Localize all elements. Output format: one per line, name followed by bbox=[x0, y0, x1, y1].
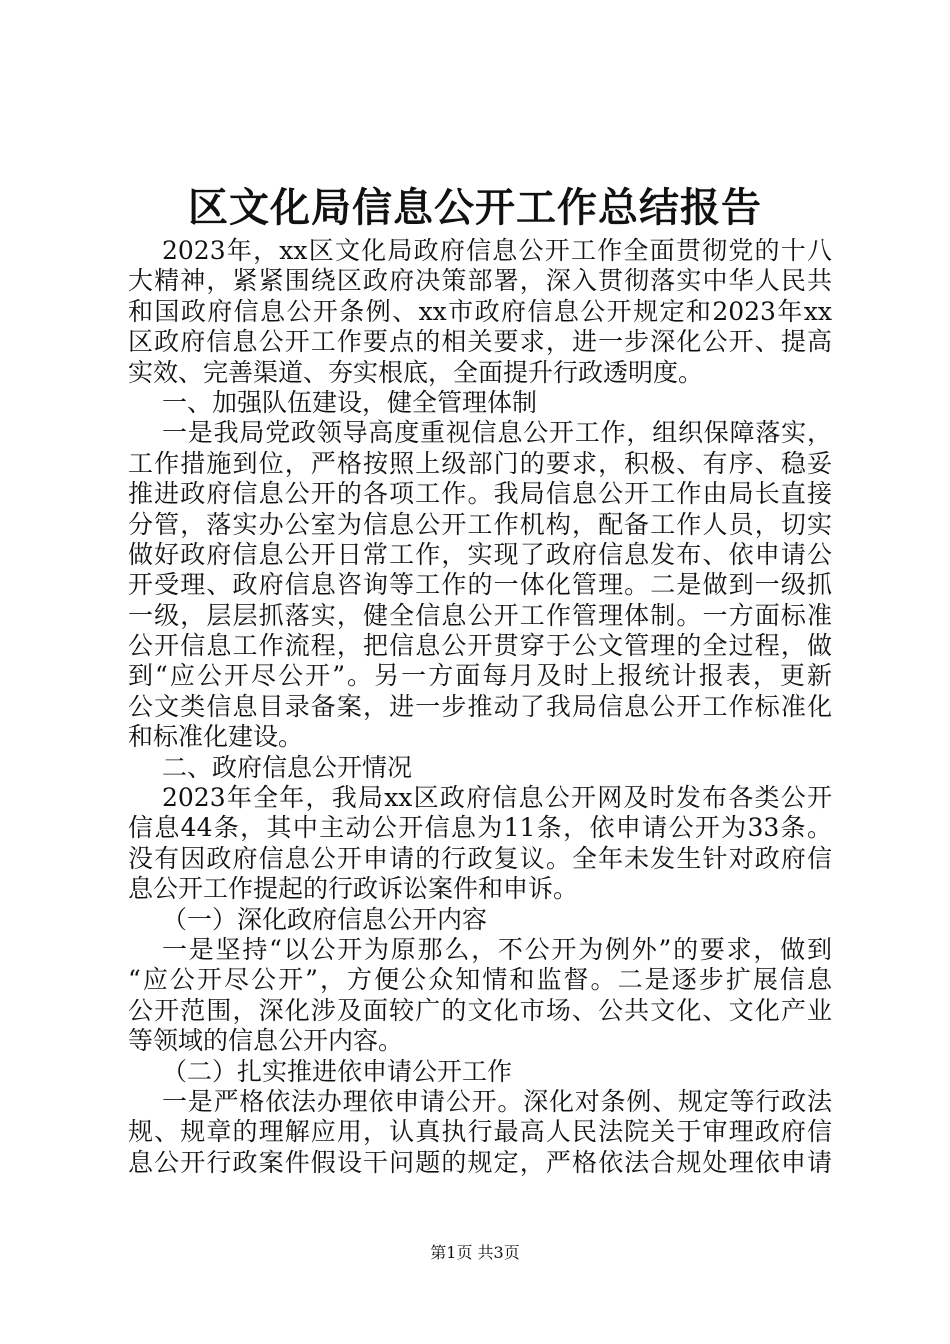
text-line: 分管，落实办公室为信息公开工作机构，配备工作人员，切实 bbox=[128, 509, 832, 539]
text-line: 等领域的信息公开内容。 bbox=[128, 1026, 404, 1056]
text-line: 规、规章的理解应用，认真执行最高人民法院关于审理政府信 bbox=[128, 1117, 832, 1147]
text-line: 息公开行政案件假设干问题的规定，严格依法合规处理依申请 bbox=[128, 1147, 832, 1177]
heading-line: 二、政府信息公开情况 bbox=[162, 752, 413, 782]
text-line: 公文类信息目录备案，进一步推动了我局信息公开工作标准化 bbox=[128, 691, 832, 721]
text-line: 一级，层层抓落实，健全信息公开工作管理体制。一方面标准 bbox=[128, 600, 832, 630]
text-line: 大精神，紧紧围绕区政府决策部署，深入贯彻落实中华人民共 bbox=[128, 266, 832, 296]
page-footer: 第1页 共3页 bbox=[430, 1243, 520, 1262]
text-line: 区政府信息公开工作要点的相关要求，进一步深化公开、提高 bbox=[128, 327, 832, 357]
paragraph bbox=[128, 418, 832, 752]
paragraph bbox=[128, 783, 832, 905]
text-line: 到“应公开尽公开”。另一方面每月及时上报统计报表，更新 bbox=[128, 661, 832, 691]
text-line: 一是我局党政领导高度重视信息公开工作，组织保障落实， bbox=[162, 418, 832, 448]
text-line: 一是坚持“以公开为原那么，不公开为例外”的要求，做到 bbox=[162, 934, 832, 964]
section-heading bbox=[128, 753, 832, 783]
paragraph bbox=[128, 236, 832, 388]
section-heading bbox=[128, 905, 832, 935]
text-line: 2023年全年，我局xx区政府信息公开网及时发布各类公开 bbox=[162, 783, 832, 813]
text-line: 开受理、政府信息咨询等工作的一体化管理。二是做到一级抓 bbox=[128, 570, 832, 600]
text-line: 息公开工作提起的行政诉讼案件和申诉。 bbox=[128, 874, 579, 904]
heading-line: （二）扎实推进依申请公开工作 bbox=[162, 1056, 513, 1086]
heading-line: 一、加强队伍建设，健全管理体制 bbox=[162, 387, 538, 417]
text-line: 和国政府信息公开条例、xx市政府信息公开规定和2023年xx bbox=[128, 296, 832, 326]
text-line: 和标准化建设。 bbox=[128, 722, 304, 752]
paragraph bbox=[128, 935, 832, 1057]
section-heading bbox=[128, 1057, 832, 1087]
paragraph bbox=[128, 1087, 832, 1178]
document-title: 区文化局信息公开工作总结报告 bbox=[188, 184, 762, 231]
text-line: 推进政府信息公开的各项工作。我局信息公开工作由局长直接 bbox=[128, 479, 832, 509]
text-line: 信息44条，其中主动公开信息为11条，依申请公开为33条。 bbox=[128, 813, 832, 843]
text-line: 实效、完善渠道、夯实根底，全面提升行政透明度。 bbox=[128, 357, 704, 387]
text-line: 2023年，xx区文化局政府信息公开工作全面贯彻党的十八 bbox=[162, 236, 832, 265]
text-line: 做好政府信息公开日常工作，实现了政府信息发布、依申请公 bbox=[128, 539, 832, 569]
section-heading bbox=[128, 388, 832, 418]
text-line: 公开信息工作流程，把信息公开贯穿于公文管理的全过程，做 bbox=[128, 631, 832, 661]
text-line: 公开范围，深化涉及面较广的文化市场、公共文化、文化产业 bbox=[128, 995, 832, 1025]
text-line: 一是严格依法办理依申请公开。深化对条例、规定等行政法 bbox=[162, 1086, 832, 1116]
text-line: “应公开尽公开”，方便公众知情和监督。二是逐步扩展信息 bbox=[128, 965, 832, 995]
text-line: 没有因政府信息公开申请的行政复议。全年未发生针对政府信 bbox=[128, 843, 832, 873]
document-body bbox=[128, 236, 832, 1178]
heading-line: （一）深化政府信息公开内容 bbox=[162, 904, 488, 934]
text-line: 工作措施到位，严格按照上级部门的要求，积极、有序、稳妥 bbox=[128, 448, 832, 478]
